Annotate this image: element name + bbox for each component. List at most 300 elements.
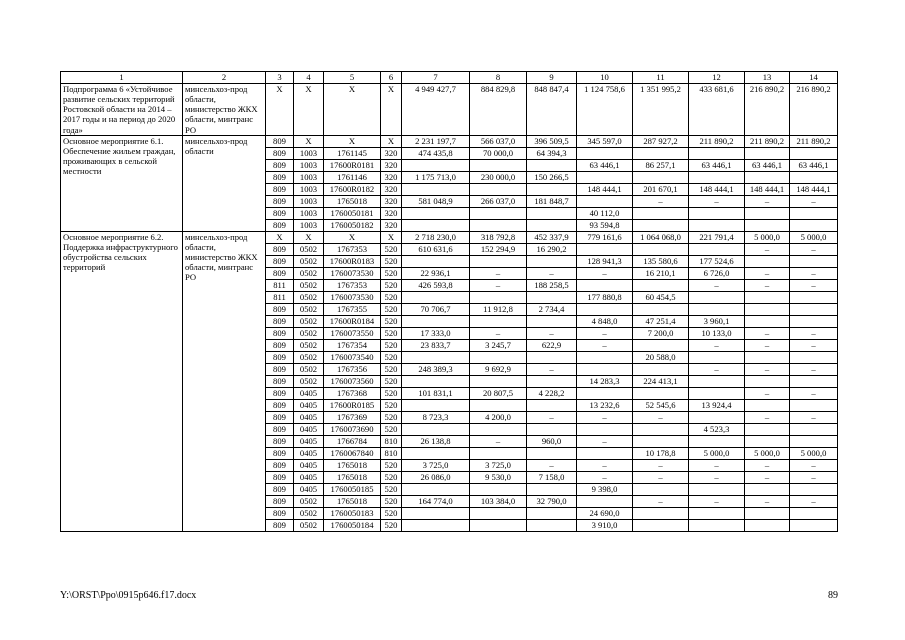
amount-cell: – bbox=[689, 459, 745, 471]
code-cell: X bbox=[381, 231, 402, 243]
code-cell: 809 bbox=[266, 483, 294, 495]
code-cell: 809 bbox=[266, 375, 294, 387]
amount-cell: – bbox=[689, 471, 745, 483]
code-cell: 1003 bbox=[294, 159, 324, 171]
code-cell: 809 bbox=[266, 267, 294, 279]
amount-cell bbox=[745, 351, 790, 363]
amount-cell bbox=[689, 435, 745, 447]
code-cell: 809 bbox=[266, 471, 294, 483]
amount-cell: – bbox=[790, 339, 838, 351]
amount-cell bbox=[633, 279, 689, 291]
header-cell: 7 bbox=[402, 72, 470, 84]
amount-cell bbox=[527, 519, 577, 531]
amount-cell: – bbox=[577, 339, 633, 351]
amount-cell bbox=[470, 159, 527, 171]
code-cell: 520 bbox=[381, 363, 402, 375]
amount-cell: 26 086,0 bbox=[402, 471, 470, 483]
code-cell: 0502 bbox=[294, 267, 324, 279]
amount-cell bbox=[577, 423, 633, 435]
code-cell: X bbox=[381, 84, 402, 136]
amount-cell: – bbox=[790, 471, 838, 483]
amount-cell bbox=[745, 291, 790, 303]
code-cell: 809 bbox=[266, 519, 294, 531]
amount-cell bbox=[527, 375, 577, 387]
code-cell: 1003 bbox=[294, 195, 324, 207]
code-cell: 1760073560 bbox=[324, 375, 381, 387]
code-cell: 1003 bbox=[294, 207, 324, 219]
amount-cell bbox=[689, 351, 745, 363]
amount-cell bbox=[745, 219, 790, 231]
table-row bbox=[61, 84, 838, 136]
header-cell: 12 bbox=[689, 72, 745, 84]
amount-cell: 581 048,9 bbox=[402, 195, 470, 207]
amount-cell bbox=[633, 363, 689, 375]
amount-cell: 216 890,2 bbox=[790, 84, 838, 136]
amount-cell bbox=[402, 399, 470, 411]
amount-cell: 148 444,1 bbox=[577, 183, 633, 195]
amount-cell: 4 200,0 bbox=[470, 411, 527, 423]
amount-cell: 4 228,2 bbox=[527, 387, 577, 399]
code-cell: 0502 bbox=[294, 375, 324, 387]
amount-cell: – bbox=[527, 459, 577, 471]
amount-cell bbox=[527, 447, 577, 459]
amount-cell: 5 000,0 bbox=[745, 231, 790, 243]
code-cell: 520 bbox=[381, 459, 402, 471]
amount-cell bbox=[470, 291, 527, 303]
amount-cell bbox=[689, 147, 745, 159]
code-cell: 809 bbox=[266, 459, 294, 471]
code-cell: X bbox=[324, 135, 381, 147]
amount-cell bbox=[527, 507, 577, 519]
code-cell: 809 bbox=[266, 495, 294, 507]
code-cell: 1760073540 bbox=[324, 351, 381, 363]
amount-cell: – bbox=[689, 195, 745, 207]
code-cell: 320 bbox=[381, 171, 402, 183]
amount-cell: – bbox=[527, 363, 577, 375]
code-cell: 320 bbox=[381, 207, 402, 219]
amount-cell: – bbox=[470, 327, 527, 339]
amount-cell bbox=[527, 207, 577, 219]
amount-cell: 1 064 068,0 bbox=[633, 231, 689, 243]
code-cell: 1761145 bbox=[324, 147, 381, 159]
amount-cell bbox=[470, 315, 527, 327]
amount-cell: 148 444,1 bbox=[790, 183, 838, 195]
amount-cell: 14 283,3 bbox=[577, 375, 633, 387]
amount-cell: – bbox=[527, 327, 577, 339]
amount-cell: – bbox=[745, 387, 790, 399]
code-cell: 1767356 bbox=[324, 363, 381, 375]
amount-cell: 188 258,5 bbox=[527, 279, 577, 291]
code-cell: 1760067840 bbox=[324, 447, 381, 459]
code-cell: 1760050183 bbox=[324, 507, 381, 519]
amount-cell bbox=[527, 423, 577, 435]
table-body bbox=[61, 72, 838, 532]
amount-cell: 7 200,0 bbox=[633, 327, 689, 339]
code-cell: 809 bbox=[266, 507, 294, 519]
amount-cell bbox=[745, 423, 790, 435]
amount-cell: 10 133,0 bbox=[689, 327, 745, 339]
amount-cell: 248 389,3 bbox=[402, 363, 470, 375]
code-cell: 0502 bbox=[294, 303, 324, 315]
amount-cell: 566 037,0 bbox=[470, 135, 527, 147]
amount-cell: – bbox=[745, 267, 790, 279]
amount-cell: 60 454,5 bbox=[633, 291, 689, 303]
code-cell: 809 bbox=[266, 339, 294, 351]
code-cell: 17600R0181 bbox=[324, 159, 381, 171]
amount-cell: 216 890,2 bbox=[745, 84, 790, 136]
code-cell: 809 bbox=[266, 159, 294, 171]
amount-cell: 70 000,0 bbox=[470, 147, 527, 159]
code-cell: 809 bbox=[266, 171, 294, 183]
code-cell: 809 bbox=[266, 423, 294, 435]
amount-cell bbox=[402, 219, 470, 231]
header-cell: 9 bbox=[527, 72, 577, 84]
code-cell: 811 bbox=[266, 279, 294, 291]
amount-cell bbox=[745, 147, 790, 159]
code-cell: 1760050184 bbox=[324, 519, 381, 531]
amount-cell bbox=[689, 171, 745, 183]
code-cell: 520 bbox=[381, 327, 402, 339]
amount-cell bbox=[745, 303, 790, 315]
code-cell: 811 bbox=[266, 291, 294, 303]
code-cell: 809 bbox=[266, 219, 294, 231]
amount-cell: 20 588,0 bbox=[633, 351, 689, 363]
code-cell: 320 bbox=[381, 183, 402, 195]
amount-cell: – bbox=[689, 363, 745, 375]
amount-cell bbox=[470, 219, 527, 231]
amount-cell: 230 000,0 bbox=[470, 171, 527, 183]
amount-cell bbox=[633, 483, 689, 495]
code-cell: 0502 bbox=[294, 519, 324, 531]
amount-cell bbox=[527, 255, 577, 267]
amount-cell: 150 266,5 bbox=[527, 171, 577, 183]
amount-cell: 11 912,8 bbox=[470, 303, 527, 315]
code-cell: 1760073530 bbox=[324, 291, 381, 303]
code-cell: 809 bbox=[266, 183, 294, 195]
amount-cell bbox=[633, 387, 689, 399]
code-cell: 320 bbox=[381, 195, 402, 207]
code-cell: 520 bbox=[381, 339, 402, 351]
amount-cell: – bbox=[790, 243, 838, 255]
amount-cell bbox=[577, 495, 633, 507]
amount-cell: 7 158,0 bbox=[527, 471, 577, 483]
amount-cell bbox=[689, 411, 745, 423]
code-cell: 1765018 bbox=[324, 471, 381, 483]
header-cell: 1 bbox=[61, 72, 183, 84]
amount-cell bbox=[577, 279, 633, 291]
amount-cell: 622,9 bbox=[527, 339, 577, 351]
code-cell: X bbox=[381, 135, 402, 147]
code-cell: 809 bbox=[266, 351, 294, 363]
amount-cell: 318 792,8 bbox=[470, 231, 527, 243]
amount-cell: 5 000,0 bbox=[790, 447, 838, 459]
amount-cell bbox=[470, 507, 527, 519]
amount-cell: – bbox=[633, 411, 689, 423]
amount-cell bbox=[527, 183, 577, 195]
amount-cell: 86 257,1 bbox=[633, 159, 689, 171]
header-cell: 8 bbox=[470, 72, 527, 84]
amount-cell: 2 718 230,0 bbox=[402, 231, 470, 243]
amount-cell bbox=[689, 243, 745, 255]
amount-cell bbox=[402, 183, 470, 195]
amount-cell bbox=[402, 255, 470, 267]
code-cell: 1003 bbox=[294, 171, 324, 183]
header-cell: 14 bbox=[790, 72, 838, 84]
amount-cell bbox=[790, 399, 838, 411]
amount-cell: – bbox=[633, 495, 689, 507]
amount-cell bbox=[689, 207, 745, 219]
code-cell: 0502 bbox=[294, 291, 324, 303]
amount-cell: – bbox=[790, 363, 838, 375]
code-cell: 809 bbox=[266, 135, 294, 147]
amount-cell bbox=[790, 435, 838, 447]
code-cell: 809 bbox=[266, 435, 294, 447]
amount-cell bbox=[745, 507, 790, 519]
code-cell: X bbox=[324, 231, 381, 243]
code-cell: 809 bbox=[266, 327, 294, 339]
code-cell: 520 bbox=[381, 267, 402, 279]
code-cell: 0405 bbox=[294, 447, 324, 459]
amount-cell: 5 000,0 bbox=[689, 447, 745, 459]
amount-cell bbox=[745, 435, 790, 447]
amount-cell bbox=[689, 219, 745, 231]
amount-cell: 63 446,1 bbox=[745, 159, 790, 171]
amount-cell: 47 251,4 bbox=[633, 315, 689, 327]
header-cell: 11 bbox=[633, 72, 689, 84]
amount-cell bbox=[470, 447, 527, 459]
amount-cell: – bbox=[633, 459, 689, 471]
amount-cell bbox=[577, 171, 633, 183]
code-cell: 0502 bbox=[294, 255, 324, 267]
code-cell: 1767354 bbox=[324, 339, 381, 351]
amount-cell bbox=[790, 315, 838, 327]
amount-cell: 1 124 758,6 bbox=[577, 84, 633, 136]
amount-cell: 22 936,1 bbox=[402, 267, 470, 279]
amount-cell bbox=[689, 375, 745, 387]
code-cell: 0405 bbox=[294, 483, 324, 495]
code-cell: X bbox=[266, 231, 294, 243]
amount-cell bbox=[689, 387, 745, 399]
amount-cell bbox=[577, 447, 633, 459]
amount-cell bbox=[790, 519, 838, 531]
amount-cell: 148 444,1 bbox=[689, 183, 745, 195]
amount-cell bbox=[402, 447, 470, 459]
code-cell: 809 bbox=[266, 387, 294, 399]
amount-cell: 426 593,8 bbox=[402, 279, 470, 291]
amount-cell: – bbox=[790, 195, 838, 207]
amount-cell: 5 000,0 bbox=[745, 447, 790, 459]
code-cell: 0405 bbox=[294, 423, 324, 435]
amount-cell: 5 000,0 bbox=[790, 231, 838, 243]
amount-cell bbox=[577, 243, 633, 255]
amount-cell: 164 774,0 bbox=[402, 495, 470, 507]
code-cell: 320 bbox=[381, 219, 402, 231]
amount-cell: 3 725,0 bbox=[470, 459, 527, 471]
amount-cell bbox=[402, 519, 470, 531]
code-cell: 320 bbox=[381, 159, 402, 171]
code-cell: 1761146 bbox=[324, 171, 381, 183]
code-cell: 0502 bbox=[294, 339, 324, 351]
code-cell: 809 bbox=[266, 255, 294, 267]
amount-cell bbox=[633, 219, 689, 231]
code-cell: 809 bbox=[266, 195, 294, 207]
amount-cell: 23 833,7 bbox=[402, 339, 470, 351]
amount-cell: – bbox=[790, 267, 838, 279]
amount-cell: – bbox=[745, 279, 790, 291]
amount-cell: – bbox=[745, 471, 790, 483]
amount-cell bbox=[790, 171, 838, 183]
amount-cell bbox=[402, 351, 470, 363]
amount-cell: – bbox=[745, 363, 790, 375]
code-cell: 17600R0185 bbox=[324, 399, 381, 411]
amount-cell bbox=[402, 159, 470, 171]
amount-cell: 474 435,8 bbox=[402, 147, 470, 159]
amount-cell bbox=[470, 183, 527, 195]
amount-cell bbox=[633, 171, 689, 183]
amount-cell bbox=[790, 255, 838, 267]
amount-cell: 101 831,1 bbox=[402, 387, 470, 399]
code-cell: 1760050185 bbox=[324, 483, 381, 495]
amount-cell: – bbox=[790, 279, 838, 291]
amount-cell: 135 580,6 bbox=[633, 255, 689, 267]
code-cell: 1767353 bbox=[324, 279, 381, 291]
amount-cell: – bbox=[745, 327, 790, 339]
amount-cell bbox=[633, 507, 689, 519]
code-cell: 17600R0183 bbox=[324, 255, 381, 267]
amount-cell: – bbox=[577, 471, 633, 483]
amount-cell bbox=[402, 207, 470, 219]
code-cell: X bbox=[294, 84, 324, 136]
code-cell: 1760073530 bbox=[324, 267, 381, 279]
code-cell: X bbox=[294, 135, 324, 147]
code-cell: 809 bbox=[266, 147, 294, 159]
code-cell: 0405 bbox=[294, 411, 324, 423]
code-cell: 17600R0182 bbox=[324, 183, 381, 195]
amount-cell: – bbox=[745, 339, 790, 351]
code-cell: 1003 bbox=[294, 183, 324, 195]
amount-cell bbox=[745, 399, 790, 411]
code-cell: X bbox=[324, 84, 381, 136]
amount-cell bbox=[402, 423, 470, 435]
amount-cell bbox=[527, 291, 577, 303]
code-cell: 0405 bbox=[294, 459, 324, 471]
amount-cell: – bbox=[577, 267, 633, 279]
amount-cell bbox=[577, 363, 633, 375]
amount-cell bbox=[527, 219, 577, 231]
header-cell: 3 bbox=[266, 72, 294, 84]
amount-cell bbox=[745, 375, 790, 387]
amount-cell: 63 446,1 bbox=[790, 159, 838, 171]
amount-cell: 10 178,8 bbox=[633, 447, 689, 459]
code-cell: 520 bbox=[381, 303, 402, 315]
amount-cell bbox=[527, 315, 577, 327]
code-cell: 520 bbox=[381, 315, 402, 327]
amount-cell: 103 384,0 bbox=[470, 495, 527, 507]
code-cell: 0502 bbox=[294, 351, 324, 363]
amount-cell: 152 294,9 bbox=[470, 243, 527, 255]
amount-cell: 13 924,4 bbox=[689, 399, 745, 411]
code-cell: 520 bbox=[381, 387, 402, 399]
amount-cell bbox=[402, 315, 470, 327]
amount-cell: 13 232,6 bbox=[577, 399, 633, 411]
code-cell: 520 bbox=[381, 507, 402, 519]
amount-cell: 70 706,7 bbox=[402, 303, 470, 315]
amount-cell: – bbox=[745, 243, 790, 255]
code-cell: 520 bbox=[381, 243, 402, 255]
code-cell: 810 bbox=[381, 435, 402, 447]
code-cell: 520 bbox=[381, 351, 402, 363]
amount-cell bbox=[790, 291, 838, 303]
amount-cell: – bbox=[470, 267, 527, 279]
amount-cell: – bbox=[577, 435, 633, 447]
amount-cell: – bbox=[790, 459, 838, 471]
amount-cell: 211 890,2 bbox=[790, 135, 838, 147]
amount-cell bbox=[790, 147, 838, 159]
page-number: 89 bbox=[828, 590, 838, 601]
executor-cell: минсельхоз-прод области, министерство ЖКХ области, минтранс РО bbox=[183, 84, 266, 136]
amount-cell bbox=[633, 423, 689, 435]
code-cell: 809 bbox=[266, 363, 294, 375]
code-cell: 810 bbox=[381, 447, 402, 459]
amount-cell: – bbox=[527, 267, 577, 279]
code-cell: 1767369 bbox=[324, 411, 381, 423]
code-cell: 17600R0184 bbox=[324, 315, 381, 327]
amount-cell bbox=[790, 483, 838, 495]
amount-cell: 9 530,0 bbox=[470, 471, 527, 483]
amount-cell bbox=[790, 207, 838, 219]
amount-cell: 148 444,1 bbox=[745, 183, 790, 195]
amount-cell: – bbox=[745, 195, 790, 207]
amount-cell: 177 880,8 bbox=[577, 291, 633, 303]
code-cell: 520 bbox=[381, 411, 402, 423]
amount-cell bbox=[527, 399, 577, 411]
table-row bbox=[61, 135, 838, 147]
code-cell: 0405 bbox=[294, 399, 324, 411]
header-cell: 4 bbox=[294, 72, 324, 84]
amount-cell: – bbox=[527, 411, 577, 423]
amount-cell bbox=[527, 159, 577, 171]
amount-cell: 20 807,5 bbox=[470, 387, 527, 399]
amount-cell bbox=[470, 351, 527, 363]
code-cell: 0405 bbox=[294, 387, 324, 399]
amount-cell: – bbox=[745, 459, 790, 471]
amount-cell: 9 692,9 bbox=[470, 363, 527, 375]
amount-cell: 224 413,1 bbox=[633, 375, 689, 387]
amount-cell: – bbox=[745, 495, 790, 507]
code-cell: X bbox=[266, 84, 294, 136]
code-cell: 520 bbox=[381, 519, 402, 531]
amount-cell: – bbox=[470, 279, 527, 291]
amount-cell bbox=[745, 483, 790, 495]
amount-cell: 3 960,1 bbox=[689, 315, 745, 327]
amount-cell: 9 398,0 bbox=[577, 483, 633, 495]
code-cell: 809 bbox=[266, 243, 294, 255]
code-cell: 1003 bbox=[294, 147, 324, 159]
code-cell: 520 bbox=[381, 471, 402, 483]
amount-cell: 17 333,0 bbox=[402, 327, 470, 339]
amount-cell bbox=[577, 147, 633, 159]
amount-cell: – bbox=[689, 495, 745, 507]
amount-cell: – bbox=[470, 435, 527, 447]
amount-cell: 221 791,4 bbox=[689, 231, 745, 243]
program-name-cell: Основное мероприятие 6.2. Поддержка инфраструктурного обустройства сельских территорий bbox=[61, 231, 183, 531]
code-cell: 0502 bbox=[294, 495, 324, 507]
amount-cell: 3 910,0 bbox=[577, 519, 633, 531]
amount-cell: 452 337,9 bbox=[527, 231, 577, 243]
code-cell: 1760073550 bbox=[324, 327, 381, 339]
code-cell: 809 bbox=[266, 207, 294, 219]
amount-cell: 884 829,8 bbox=[470, 84, 527, 136]
